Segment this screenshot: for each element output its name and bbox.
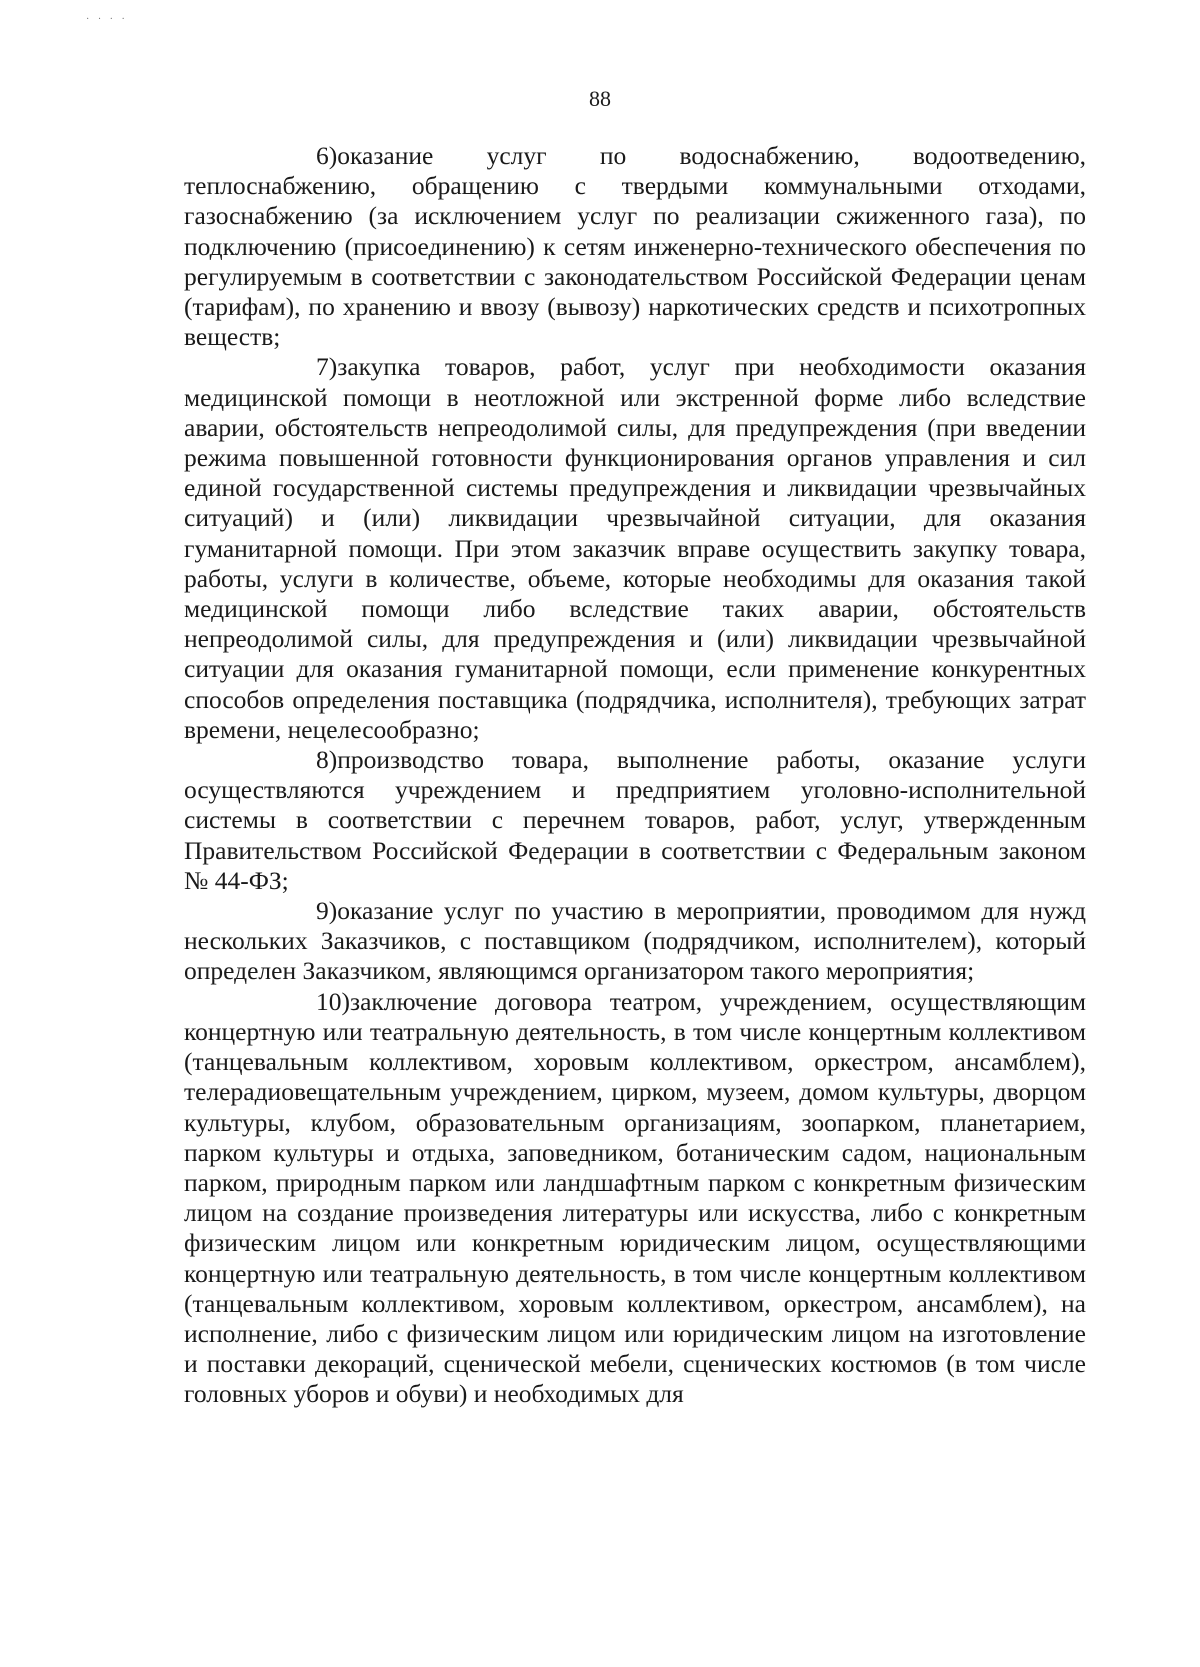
list-item-8: [184, 745, 1086, 896]
list-item-9: [184, 896, 1086, 987]
item-text: заключение договора театром, учреждением, осуществляющим концертную или театральную деятельность, в том числе концертным коллективом (танцевальным коллективом, хоровым коллективом, оркестром, ансамблем), телерадиовещательным учреждением, цирком, музеем, домом культуры, дворцом культуры, клубом, образовательным организациям, зоопарком, планетарием, парком культуры и отдыха, заповедником, ботаническим садом, национальным парком, природным парком или ландшафтным парком с конкретным физическим лицом на создание произведения литературы или искусства, либо с конкретным физическим лицом или конкретным юридическим лицом, осуществляющими концертную или театральную деятельность, в том числе концертным коллективом (танцевальным коллективом, хоровым коллективом, оркестром, ансамблем), на исполнение, либо с физическим лицом или юридическим лицом на изготовление и поставки декораций, сценической мебели, сценических костюмов (в том числе головных уборов и обуви) и необходимых для: [184, 986, 1086, 1409]
item-marker: 8): [316, 745, 338, 775]
list-item-7: [184, 352, 1086, 745]
item-text: оказание услуг по водоснабжению, водоотведению, теплоснабжению, обращению с твердыми коммунальными отходами, газоснабжению (за исключением услуг по реализации сжиженного газа), по подключению (присоединению) к сетям инженерно-технического обеспечения по регулируемым в соответствии с законодательством Российской Федерации ценам (тарифам), по хранению и ввозу (вывозу) наркотических средств и психотропных веществ;: [184, 141, 1086, 352]
page-number: 88: [589, 86, 611, 111]
item-marker: 7): [316, 352, 338, 382]
list-item-10: [184, 987, 1086, 1410]
scan-specks: · · · ·: [86, 14, 128, 25]
document-body: [184, 141, 1086, 1410]
item-text: оказание услуг по участию в мероприятии, проводимом для нужд нескольких Заказчиков, с поставщиком (подрядчиком, исполнителем), который определен Заказчиком, являющимся организатором такого мероприятия;: [184, 896, 1086, 986]
item-text: закупка товаров, работ, услуг при необходимости оказания медицинской помощи в неотложной или экстренной форме либо вследствие аварии, обстоятельств непреодолимой силы, для предупреждения (при введении режима повышенной готовности функционирования органов управления и сил единой государственной системы предупреждения и ликвидации чрезвычайных ситуаций) и (или) ликвидации чрезвычайной ситуации, для оказания гуманитарной помощи. При этом заказчик вправе осуществить закупку товара, работы, услуги в количестве, объеме, которые необходимы для оказания такой медицинской помощи либо вследствие таких аварии, обстоятельств непреодолимой силы, для предупреждения и (или) ликвидации чрезвычайной ситуации для оказания гуманитарной помощи, если применение конкурентных способов определения поставщика (подрядчика, исполнителя), требующих затрат времени, нецелесообразно;: [184, 352, 1086, 744]
item-text: производство товара, выполнение работы, оказание услуги осуществляются учреждением и предприятием уголовно-исполнительной системы в соответствии с перечнем товаров, работ, услуг, утвержденным Правительством Российской Федерации в соответствии с Федеральным законом № 44-ФЗ;: [184, 745, 1086, 895]
list-item-6: [184, 141, 1086, 352]
item-marker: 9): [316, 896, 338, 926]
item-marker: 10): [316, 986, 350, 1016]
item-marker: 6): [316, 141, 338, 170]
